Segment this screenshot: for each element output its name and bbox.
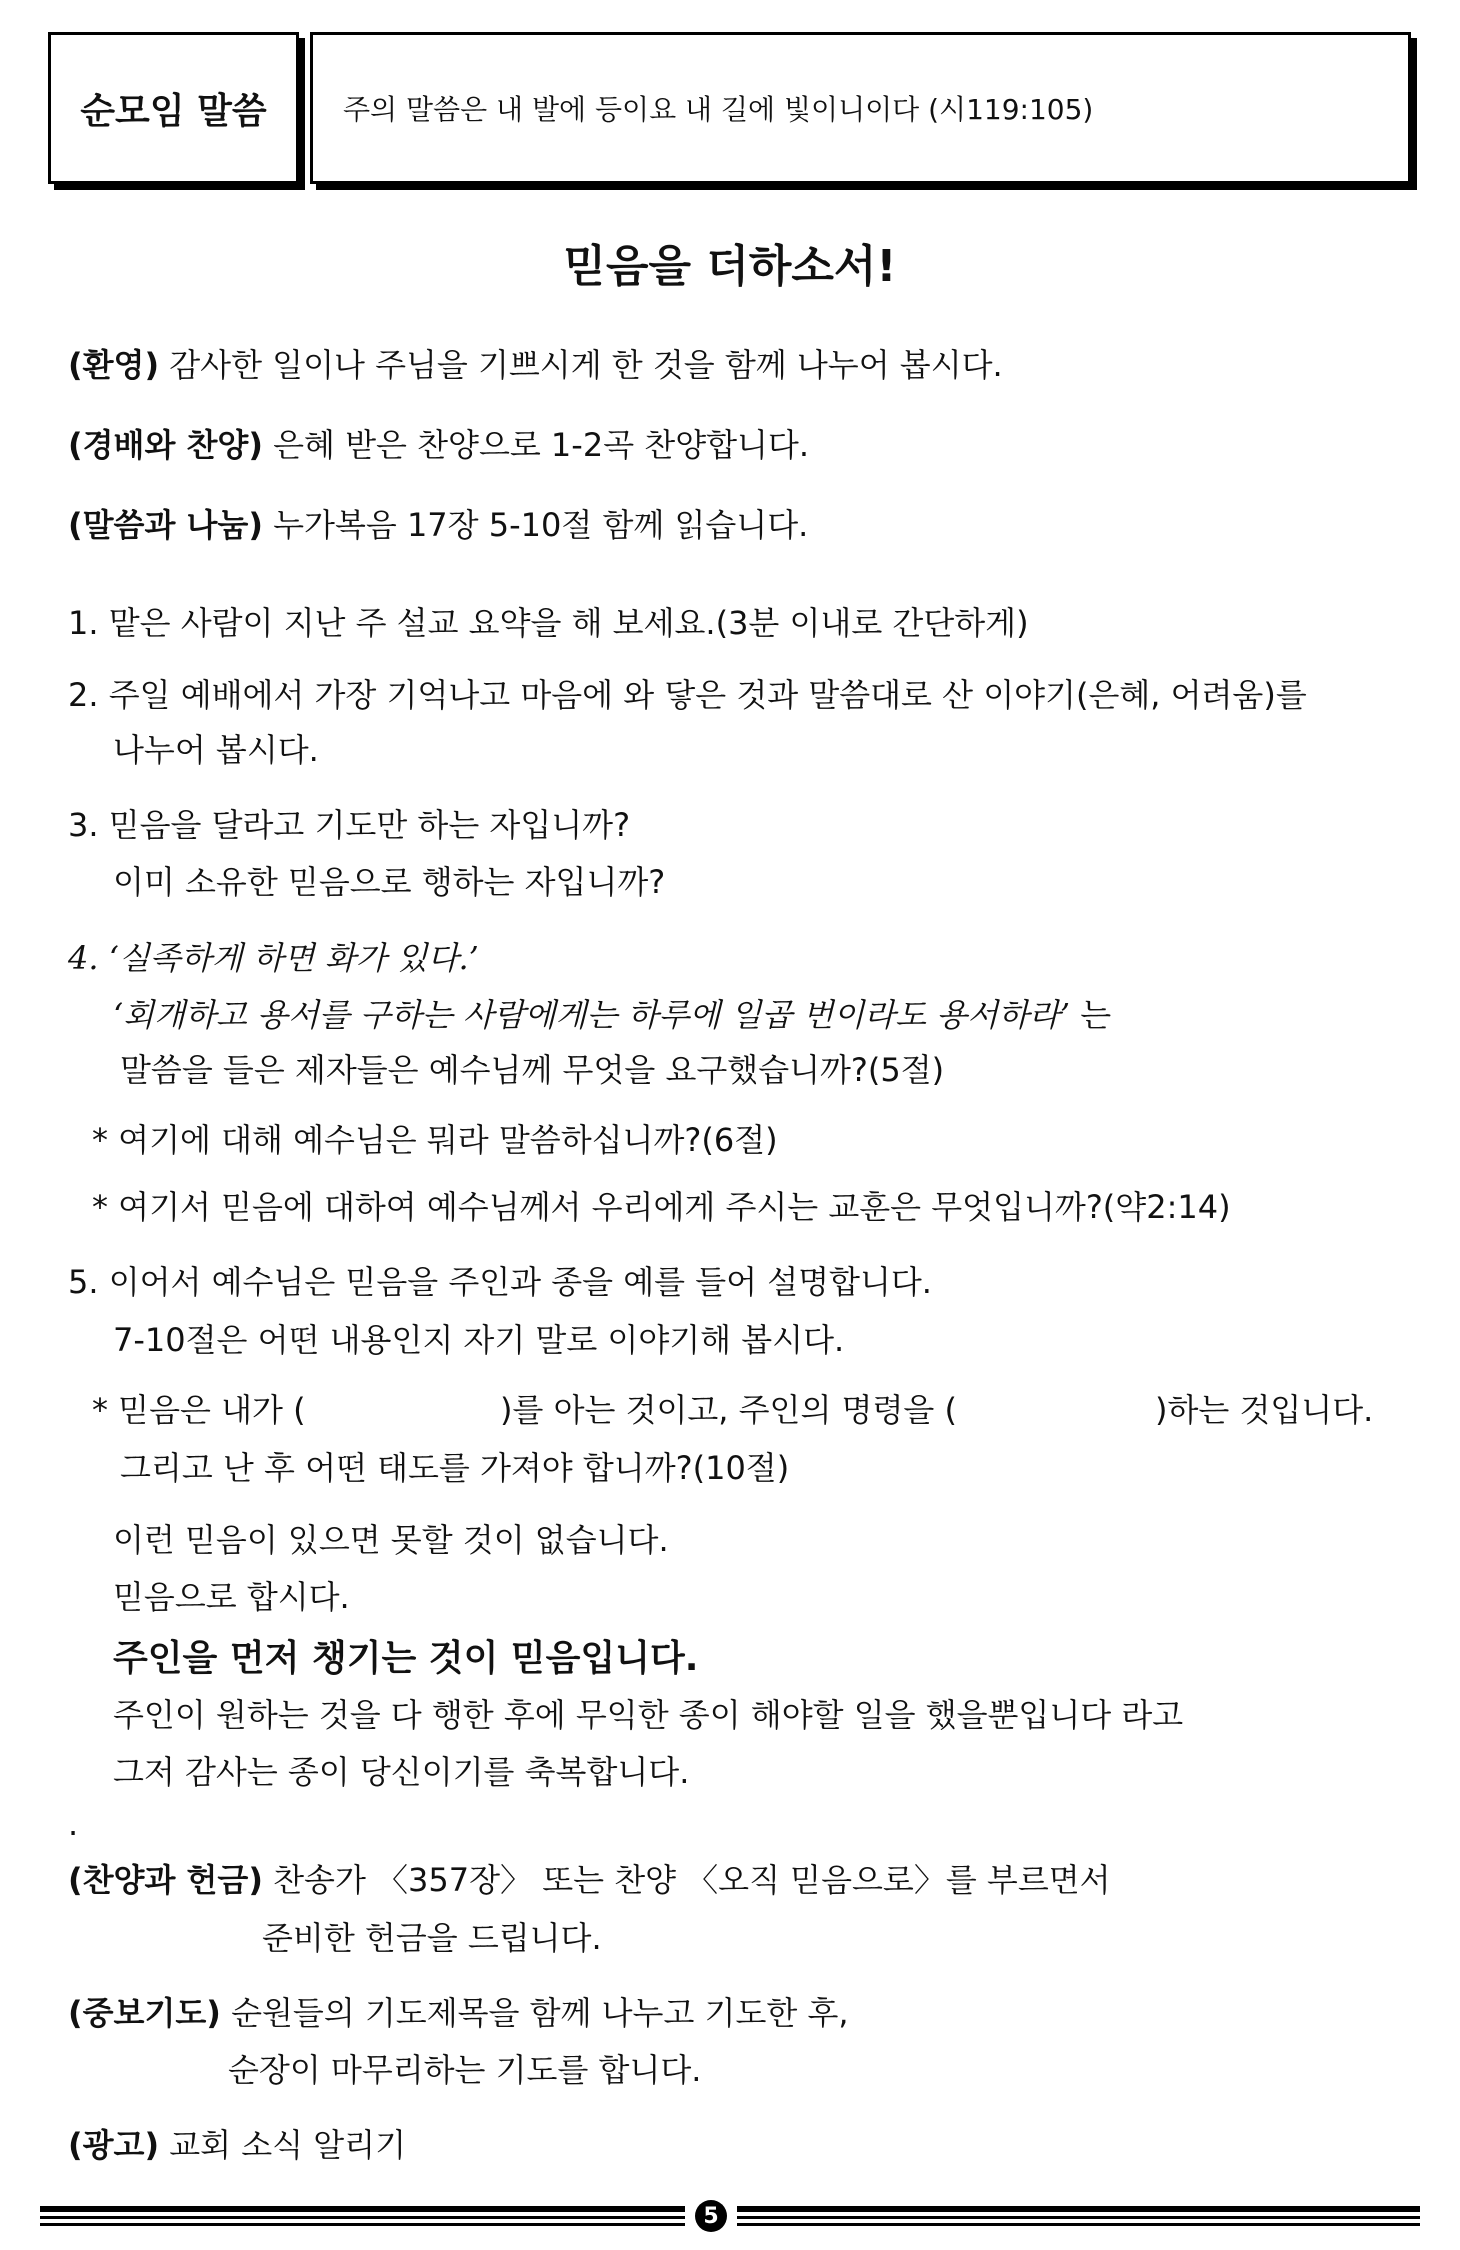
offering-text: 찬송가 〈357장〉 또는 찬양 〈오직 믿음으로〉를 부르면서 — [262, 1861, 1111, 1899]
offering-line-2: 준비한 헌금을 드립니다. — [262, 1919, 602, 1957]
prayer-line — [68, 1988, 849, 2034]
question-5-blank-3: )하는 것입니다. — [1155, 1391, 1374, 1429]
offering-line — [68, 1855, 1111, 1901]
question-5-line-4: 그리고 난 후 어떤 태도를 가져야 합니까?(10절) — [120, 1449, 790, 1487]
welcome-line — [68, 340, 1003, 386]
question-4-quote: ‘회개하고 용서를 구하는 사람에게는 하루에 일곱 번이라도 용서하라’ — [113, 996, 1071, 1034]
paragraph-1: 이런 믿음이 있으면 못할 것이 없습니다. — [113, 1521, 669, 1559]
question-5-line-1: 5. 이어서 예수님은 믿음을 주인과 종을 예를 들어 설명합니다. — [68, 1263, 932, 1301]
question-3-line-2: 이미 소유한 믿음으로 행하는 자입니까? — [113, 863, 666, 901]
offering-tag: (찬양과 헌금) — [68, 1861, 263, 1899]
worship-text: 은혜 받은 찬양으로 1-2곡 찬양합니다. — [262, 426, 810, 464]
header-verse-box — [310, 32, 1411, 184]
notice-text: 교회 소식 알리기 — [159, 2126, 406, 2164]
footer-rule-right-3 — [737, 2223, 1420, 2226]
question-2-line-2: 나누어 봅시다. — [113, 731, 319, 769]
page-footer — [40, 2200, 1420, 2230]
word-line — [68, 500, 808, 546]
welcome-tag: (환영) — [68, 346, 160, 384]
question-4-line-1: 4. ‘실족하게 하면 화가 있다.’ — [68, 939, 479, 977]
question-4-line-3: 말씀을 들은 제자들은 예수님께 무엇을 요구했습니까?(5절) — [120, 1051, 945, 1089]
header-label: 순모임 말씀 — [80, 90, 267, 132]
notice-line — [68, 2120, 406, 2166]
welcome-text: 감사한 일이나 주님을 기쁘시게 한 것을 함께 나누어 봅시다. — [159, 346, 1003, 384]
question-2-line-1: 2. 주일 예배에서 가장 기억나고 마음에 와 닿은 것과 말씀대로 산 이야기(은혜, 어려움)를 — [68, 676, 1307, 714]
question-4-quote-suffix: 는 — [1070, 996, 1112, 1034]
footer-rule-left — [40, 2206, 685, 2212]
footer-rule-right-2 — [737, 2216, 1420, 2219]
prayer-line-2: 순장이 마무리하는 기도를 합니다. — [228, 2051, 702, 2089]
prayer-tag: (중보기도) — [68, 1994, 221, 2032]
question-4-sub-1: * 여기에 대해 예수님은 뭐라 말씀하십니까?(6절) — [92, 1121, 778, 1159]
prayer-text: 순원들의 기도제목을 함께 나누고 기도한 후, — [220, 1994, 849, 2032]
word-text: 누가복음 17장 5-10절 함께 읽습니다. — [262, 506, 809, 544]
header-verse: 주의 말씀은 내 발에 등이요 내 길에 빛이니이다 (시119:105) — [343, 93, 1094, 126]
question-4-sub-2: * 여기서 믿음에 대하여 예수님께서 우리에게 주시는 교훈은 무엇입니까?(약2:14) — [92, 1188, 1231, 1226]
header-label-box — [48, 32, 299, 184]
footer-rule-left-2 — [40, 2216, 685, 2219]
paragraph-2: 믿음으로 합시다. — [113, 1578, 350, 1616]
paragraph-3-emphasis: 주인을 먼저 챙기는 것이 믿음입니다. — [113, 1638, 699, 1679]
word-tag: (말씀과 나눔) — [68, 506, 263, 544]
paragraph-4: 주인이 원하는 것을 다 행한 후에 무익한 종이 해야할 일을 했을뿐입니다 라고 — [113, 1696, 1184, 1734]
footer-rule-right — [737, 2206, 1420, 2212]
question-1: 1. 맡은 사람이 지난 주 설교 요약을 해 보세요.(3분 이내로 간단하게) — [68, 604, 1029, 642]
page-number: 5 — [695, 2200, 727, 2232]
paragraph-5: 그저 감사는 종이 당신이기를 축복합니다. — [113, 1753, 690, 1791]
question-5-blank-1: * 믿음은 내가 ( — [92, 1391, 306, 1429]
footer-rule-left-3 — [40, 2223, 685, 2226]
question-5-blank-2: )를 아는 것이고, 주인의 명령을 ( — [500, 1391, 957, 1429]
question-4-line-2 — [113, 990, 1111, 1036]
worship-line — [68, 420, 809, 466]
notice-tag: (광고) — [68, 2126, 160, 2164]
page-title: 믿음을 더하소서! — [563, 241, 897, 292]
separator-dot: . — [68, 1805, 79, 1843]
worship-tag: (경배와 찬양) — [68, 426, 263, 464]
question-5-line-2: 7-10절은 어떤 내용인지 자기 말로 이야기해 봅시다. — [113, 1321, 845, 1359]
question-3-line-1: 3. 믿음을 달라고 기도만 하는 자입니까? — [68, 806, 631, 844]
